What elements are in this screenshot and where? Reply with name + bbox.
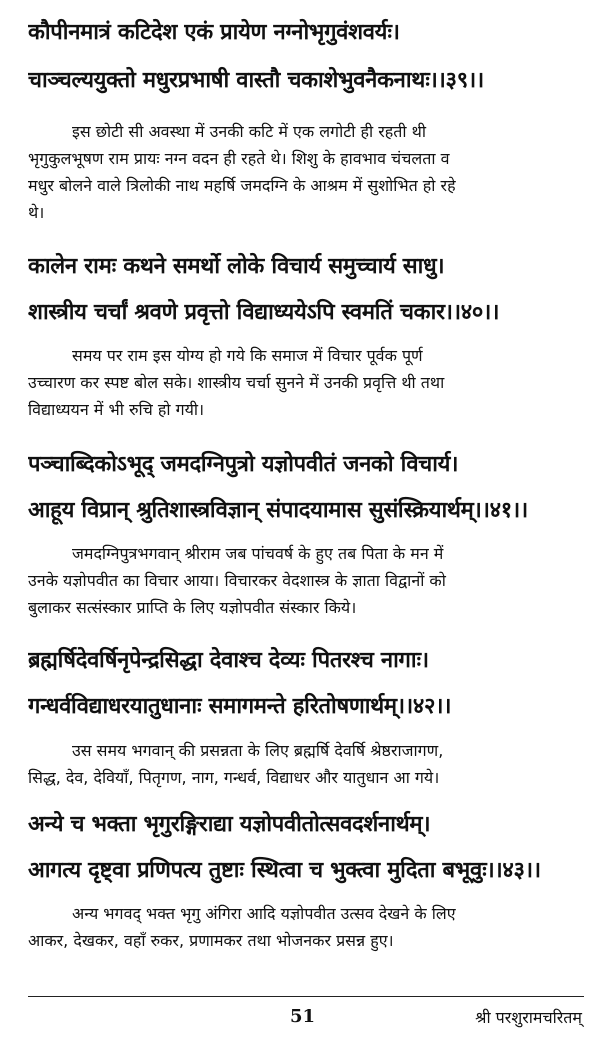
paragraph-line: मधुर बोलने वाले त्रिलोकी नाथ महर्षि जमदग्नि के आश्रम में सुशोभित हो रहे [28, 176, 456, 195]
verse-line: कालेन रामः कथने समर्थो लोके विचार्य समुच्चार्य साधु। [28, 254, 445, 279]
paragraph-line: बुलाकर सत्संस्कार प्राप्ति के लिए यज्ञोपवीत संस्कार किये। [28, 598, 357, 617]
paragraph-line: सिद्ध, देव, देवियाँ, पितृगण, नाग, गन्धर्व, विद्याधर और यातुधान आ गये। [28, 768, 440, 787]
running-title: श्री परशुरामचरितम् [475, 1008, 582, 1027]
verse-line: गन्धर्वविद्याधरयातुधानाः समागमन्ते हरितोषणार्थम्।।४२।। [28, 694, 452, 719]
commentary-paragraph [28, 900, 584, 954]
verse-line: आगत्य दृष्ट्वा प्रणिपत्य तुष्टाः स्थित्वा च भुक्त्वा मुदिता बभूवुः।।४३।। [28, 858, 541, 883]
verse-line: चाञ्चल्ययुक्तो मधुरप्रभाषी वास्तौ चकाशेभुवनैकनाथः।।३९।। [28, 68, 484, 93]
paragraph-line: भृगुकुलभूषण राम प्रायः नग्न वदन ही रहते थे। शिशु के हावभाव चंचलता व [28, 149, 450, 168]
paragraph-line: जमदग्निपुत्रभगवान् श्रीराम जब पांचवर्ष के हुए तब पिता के मन में [72, 544, 444, 563]
paragraph-line: इस छोटी सी अवस्था में उनकी कटि में एक लगोटी ही रहती थी [72, 122, 426, 141]
commentary-paragraph [28, 540, 584, 621]
verse-line: ब्रह्मर्षिदेवर्षिनृपेन्द्रसिद्धा देवाश्च देव्यः पितरश्च नागाः। [28, 648, 429, 673]
page-number: 51 [290, 1006, 316, 1027]
footer-rule [28, 996, 584, 997]
paragraph-line: उच्चारण कर स्पष्ट बोल सके। शास्त्रीय चर्चा सुनने में उनकी प्रवृत्ति थी तथा [28, 373, 445, 392]
paragraph-line: उनके यज्ञोपवीत का विचार आया। विचारकर वेदशास्त्र के ज्ञाता विद्वानों को [28, 571, 446, 590]
paragraph-line: उस समय भगवान् की प्रसन्नता के लिए ब्रह्मर्षि देवर्षि श्रेष्ठराजागण, [72, 741, 444, 760]
commentary-paragraph [28, 342, 584, 423]
commentary-paragraph [28, 118, 584, 226]
verse-line: कौपीनमात्रं कटिदेश एकं प्रायेण नग्नोभृगुवंशवर्यः। [28, 20, 400, 45]
verse-line: शास्त्रीय चर्चां श्रवणे प्रवृत्तो विद्याध्ययेऽपि स्वमतिं चकार।।४०।। [28, 300, 500, 325]
commentary-paragraph [28, 737, 584, 791]
paragraph-line: थे। [28, 203, 45, 222]
paragraph-line: आकर, देखकर, वहाँ रुकर, प्रणामकर तथा भोजनकर प्रसन्न हुए। [28, 931, 394, 950]
paragraph-line: समय पर राम इस योग्य हो गये कि समाज में विचार पूर्वक पूर्ण [72, 346, 423, 365]
verse-line: अन्ये च भक्ता भृगुरङ्गिराद्या यज्ञोपवीतोत्सवदर्शनार्थम्। [28, 812, 431, 837]
verse-line: आहूय विप्रान् श्रुतिशास्त्रविज्ञान् संपादयामास सुसंस्क्रियार्थम्।।४१।। [28, 498, 528, 523]
verse-line: पञ्चाब्दिकोऽभूद् जमदग्निपुत्रो यज्ञोपवीतं जनको विचार्य। [28, 452, 459, 477]
paragraph-line: विद्याध्ययन में भी रुचि हो गयी। [28, 400, 205, 419]
paragraph-line: अन्य भगवद् भक्त भृगु अंगिरा आदि यज्ञोपवीत उत्सव देखने के लिए [72, 904, 456, 923]
